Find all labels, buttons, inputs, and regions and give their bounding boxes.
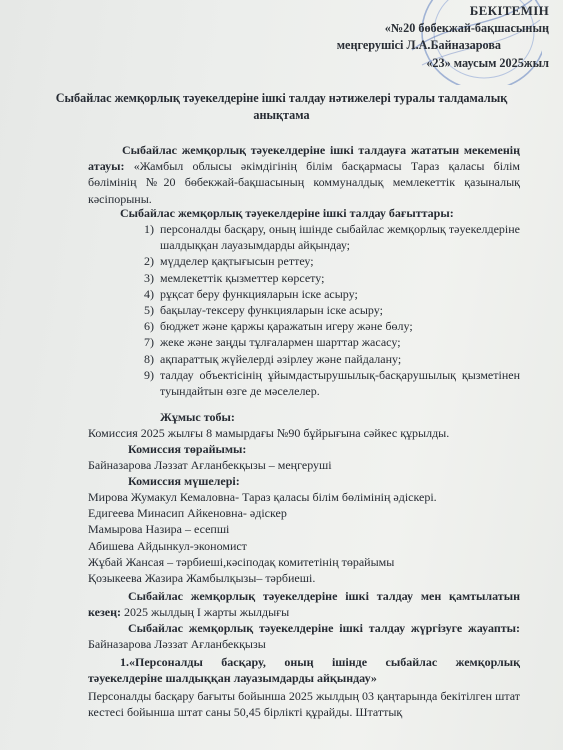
direction-item xyxy=(128,334,520,350)
members-list xyxy=(88,489,437,586)
direction-item xyxy=(128,253,520,269)
section1-text: Персоналды басқару бағыты бойынша 2025 жылдың 03 қаңтарында бекітілген штат кестесі бойынша штат саны 50,45 бірлікті құрайды. Штаттық xyxy=(88,689,520,720)
member-item: Жұбай Жансая – тәрбиеші,кәсіподақ комитетінің төрайымы xyxy=(88,554,395,569)
direction-text: мүдделер қақтығысын реттеу; xyxy=(160,254,314,269)
direction-number: 2) xyxy=(144,254,154,269)
responsible-paragraph xyxy=(88,620,520,652)
chair-heading: Комиссия төрайымы: xyxy=(128,442,247,456)
direction-text: рұқсат беру функцияларын іске асыру; xyxy=(160,286,358,301)
direction-item xyxy=(128,367,520,399)
directions-heading: Сыбайлас жемқорлық тәуекелдеріне ішкі талдау бағыттары: xyxy=(120,206,454,220)
member-item: Қозыкеева Жазира Жамбылқызы– тәрбиеші. xyxy=(88,571,316,586)
chair-text: Байназарова Ләззат Ағланбекқызы – меңгеруші xyxy=(88,458,332,472)
responsible-label: Сыбайлас жемқорлық тәуекелдеріне ішкі талдау жүргізуге жауапты: xyxy=(128,621,520,635)
workgroup-text: Комиссия 2025 жылғы 8 мамырдағы №90 бұйрығына сәйкес құрылды. xyxy=(88,426,450,440)
direction-number: 5) xyxy=(144,303,154,318)
direction-text: ақпараттық жүйелерді әзірлеу және пайдалану; xyxy=(160,351,402,366)
direction-number: 8) xyxy=(144,351,154,366)
member-item: Абишева Айдынкул-экономист xyxy=(88,538,247,553)
direction-item xyxy=(128,318,520,334)
approval-heading: БЕКІТЕМІН xyxy=(469,3,549,18)
approval-line-2: меңгерушісі Л.А.Байназарова xyxy=(336,38,501,52)
period-paragraph xyxy=(88,588,520,620)
direction-text: жеке және заңды тұлғалармен шарттар жасасу; xyxy=(160,335,401,350)
directions-list xyxy=(128,221,520,399)
direction-number: 3) xyxy=(144,270,154,285)
direction-item xyxy=(128,351,520,367)
member-item: Мирова Жумакул Кемаловна- Тараз қаласы білім бөлімінің әдіскері. xyxy=(88,490,437,504)
direction-item xyxy=(128,302,520,318)
direction-number: 9) xyxy=(144,367,154,382)
approval-line-3: «23» маусым 2025жыл xyxy=(426,55,549,70)
direction-number: 6) xyxy=(144,319,154,334)
section1-heading: 1.«Персоналды басқару, оның ішінде сыбайлас жемқорлық тәуекелдеріне шалдыққан лауазымдарды айқындау» xyxy=(88,655,520,686)
direction-text: мемлекеттік қызметтер көрсету; xyxy=(160,270,325,285)
member-item: Мамырова Назира – есепші xyxy=(88,522,230,537)
approval-line-1: «№20 бөбекжай-бақшасының xyxy=(384,20,549,35)
direction-text: бақылау-тексеру функцияларын іске асыру; xyxy=(160,303,383,318)
direction-number: 7) xyxy=(144,335,154,350)
direction-number: 1) xyxy=(144,222,154,236)
direction-number: 4) xyxy=(144,286,154,301)
direction-text: талдау объектісінің ұйымдастырушылық-басқарушылық қызметінен туындайтын өзге де мәселелер. xyxy=(160,367,520,399)
approval-block xyxy=(337,2,549,72)
direction-item xyxy=(128,286,520,302)
workgroup-heading: Жұмыс тобы: xyxy=(160,410,235,424)
org-label: Сыбайлас жемқорлық тәуекелдеріне ішкі талдауға жататын мекеменің атауы: xyxy=(88,143,520,174)
period-value: 2025 жылдың I жарты жылдығы xyxy=(121,605,290,620)
direction-text: бюджет және қаржы қаражатын игеру және бөлу; xyxy=(160,319,413,334)
direction-item xyxy=(128,270,520,286)
org-paragraph xyxy=(88,142,520,207)
direction-item xyxy=(128,221,520,253)
org-value: «Жамбыл облысы әкімдігінің білім басқармасы Тараз қаласы білім бөлімінің №20 бөбекжай-бақшасының коммуналдық мемлекеттік қазыналық кәсіпорыны. xyxy=(88,159,520,206)
members-heading: Комиссия мүшелері: xyxy=(128,474,240,488)
period-label: Сыбайлас жемқорлық тәуекелдеріне ішкі талдау мен қамтылатын кезең: xyxy=(88,589,520,620)
responsible-value: Байназарова Ләззат Ағланбекқызы xyxy=(88,637,266,652)
document-title: Сыбайлас жемқорлық тәуекелдеріне ішкі талдау нәтижелері туралы талдамалық анықтама xyxy=(55,91,508,122)
member-item: Едигеева Минасип Айкеновна- әдіскер xyxy=(88,506,287,521)
direction-text: персоналды басқару, оның ішінде сыбайлас жемқорлық тәуекелдеріне шалдыққан лауазымдарды айқындау; xyxy=(160,222,520,253)
